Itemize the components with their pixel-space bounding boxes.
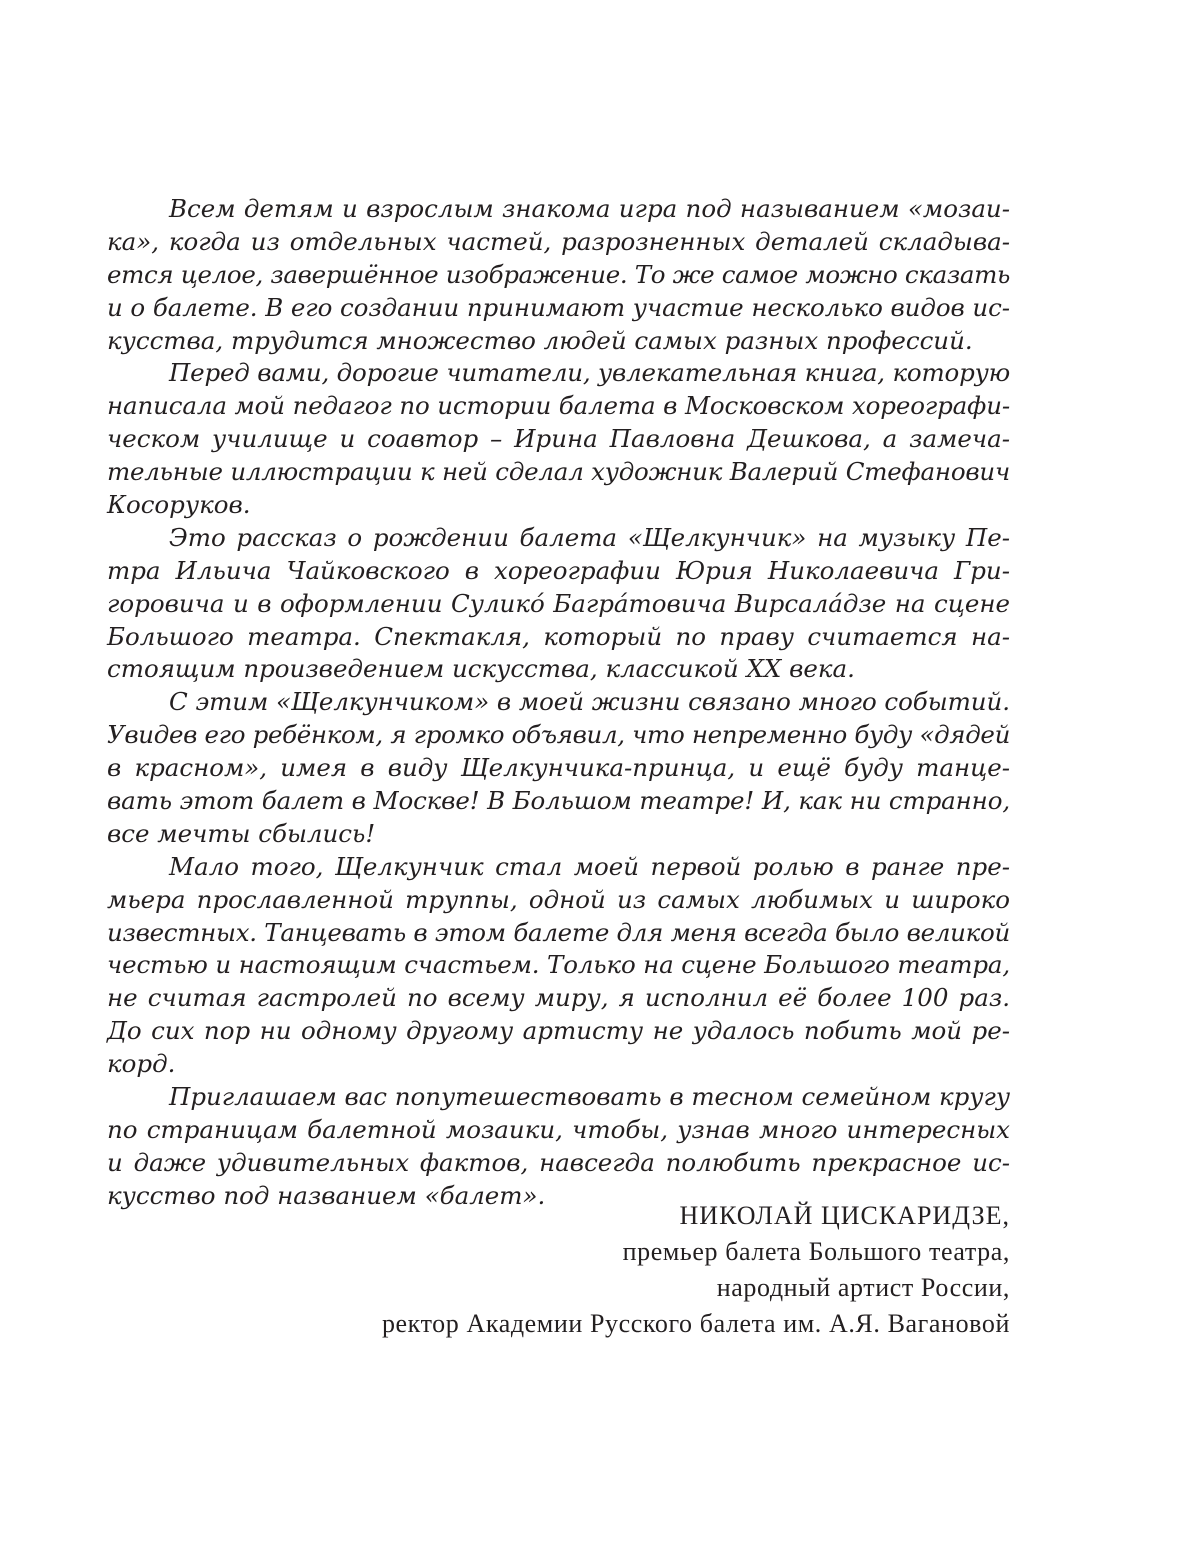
text-line: и даже удивительных фактов, навсегда полюбить прекрасное ис- (107, 1147, 1010, 1177)
paragraph-book-authors (107, 357, 1010, 521)
text-line: кусство под названием «балет». (107, 1180, 546, 1210)
text-line: ется целое, завершённое изображение. То же самое можно сказать (107, 259, 1011, 289)
author-title: ректор Академии Русского балета им. А.Я. Вагановой (381, 1309, 1010, 1338)
text-line: ческом училище и соавтор – Ирина Павловна Дешкова, а замеча- (107, 424, 1010, 454)
author-title: премьер балета Большого театра, (622, 1237, 1010, 1266)
text-line: ка», когда из отдельных частей, разрозненных деталей складыва- (107, 226, 1010, 256)
text-line: известных. Танцевать в этом балете для меня всегда было великой (107, 917, 1010, 947)
text-line: честью и настоящим счастьем. Только на сцене Большого театра, (107, 950, 1011, 980)
text-line: кусства, трудится множество людей самых разных профессий. (107, 325, 973, 355)
paragraph-invitation (107, 1081, 1010, 1213)
author-signature (382, 1198, 1010, 1342)
text-line: вать этот балет в Москве! В Большом театре! И, как ни странно, (107, 786, 1010, 816)
paragraph-childhood-dream (107, 686, 1010, 850)
text-line: Приглашаем вас попутешествовать в тесном семейном кругу (169, 1082, 1011, 1112)
text-line: по страницам балетной мозаики, чтобы, узнав много интересных (107, 1114, 1010, 1144)
paragraph-first-role (107, 851, 1010, 1081)
text-line: Мало того, Щелкунчик стал моей первой ролью в ранге пре- (169, 851, 1010, 881)
foreword-text (107, 193, 1010, 1213)
text-line: в красном», имея в виду Щелкунчика-принца, и ещё буду танце- (107, 753, 1010, 783)
text-line: все мечты сбылись! (107, 818, 376, 848)
text-line: Увидев его ребёнком, я громко объявил, что непременно буду «дядей (107, 720, 1011, 750)
text-line: корд. (107, 1049, 176, 1079)
author-name: НИКОЛАЙ ЦИСКАРИДЗЕ, (679, 1201, 1010, 1230)
text-line: Косоруков. (107, 490, 251, 520)
text-line: тельные иллюстрации к ней сделал художник Валерий Стефанович (107, 457, 1011, 487)
text-line: Перед вами, дорогие читатели, увлекательная книга, которую (169, 358, 1010, 388)
text-line: До сих пор ни одному другому артисту не удалось побить мой ре- (107, 1016, 1010, 1046)
text-line: тра Ильича Чайковского в хореографии Юрия Николаевича Гри- (107, 555, 1010, 585)
text-line: мьера прославленной труппы, одной из самых любимых и широко (107, 884, 1010, 914)
text-line: горовича и в оформлении Сулико́ Багра́товича Вирсала́дзе на сцене (107, 588, 1010, 618)
text-line: и о балете. В его создании принимают участие несколько видов ис- (107, 292, 1010, 322)
text-line: Всем детям и взрослым знакома игра под называнием «мозаи- (169, 194, 1010, 223)
text-line: Большого театра. Спектакля, который по праву считается на- (107, 621, 1010, 651)
text-line: Это рассказ о рождении балета «Щелкунчик» на музыку Пе- (169, 522, 1010, 552)
paragraph-mosaic (107, 193, 1010, 357)
paragraph-nutcracker-story (107, 522, 1010, 686)
text-line: С этим «Щелкунчиком» в моей жизни связано много событий. (169, 687, 1010, 717)
text-line: не считая гастролей по всему миру, я исполнил её более 100 раз. (107, 983, 1010, 1013)
text-line: написала мой педагог по истории балета в Московском хореографи- (107, 391, 1011, 421)
author-title: народный артист России, (716, 1273, 1010, 1302)
text-line: стоящим произведением искусства, классикой XX века. (107, 654, 855, 684)
